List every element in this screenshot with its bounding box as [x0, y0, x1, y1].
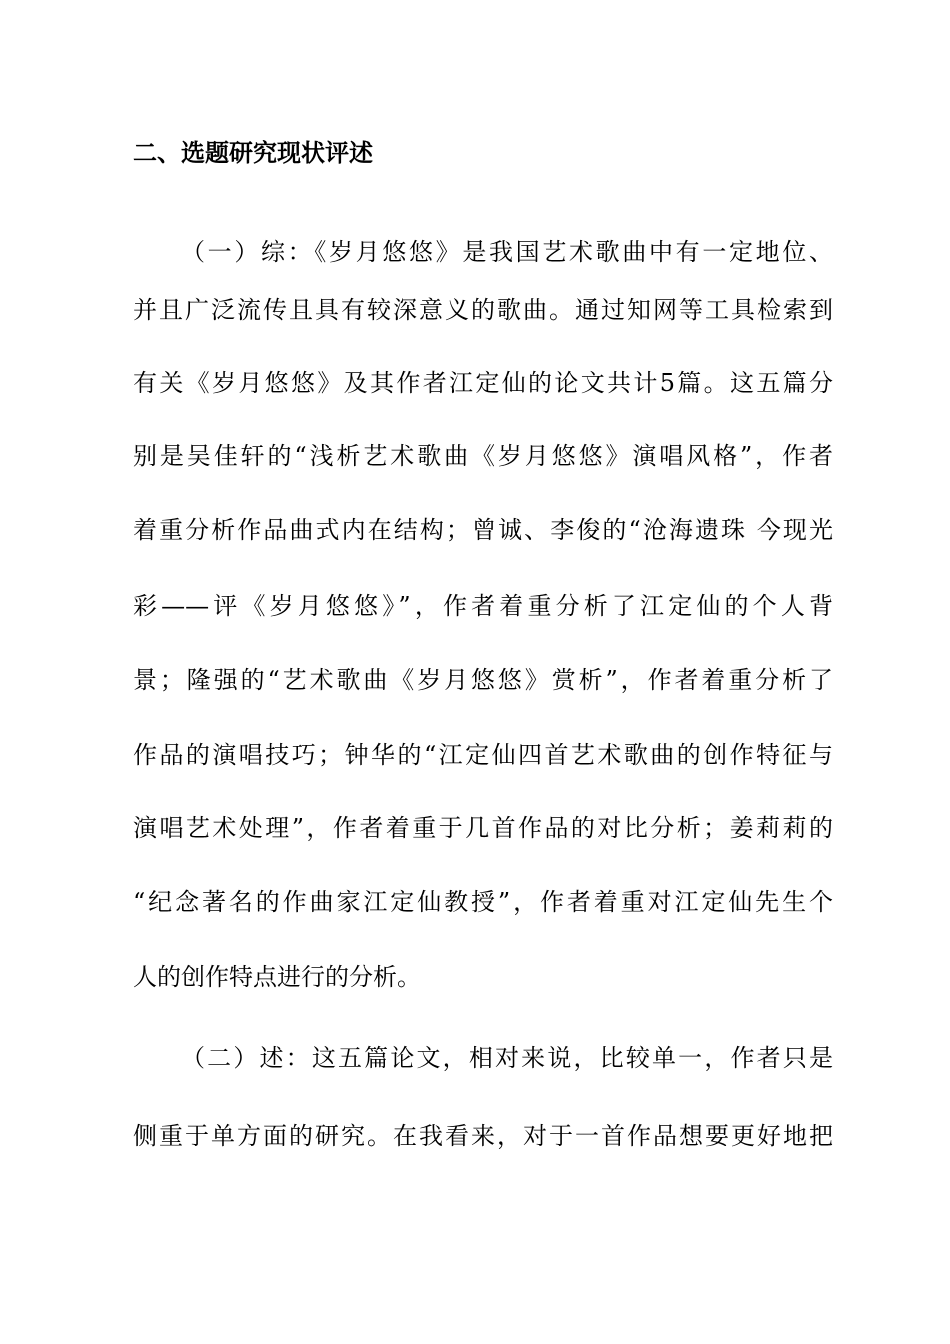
- paragraph-2-line-1: （二）述：这五篇论文，相对来说，比较单一，作者只是: [181, 1044, 833, 1072]
- paragraph-1-line-4: 别是吴佳轩的“浅析艺术歌曲《岁月悠悠》演唱风格”，作者: [133, 442, 833, 470]
- paragraph-1-line-7: 景；隆强的“艺术歌曲《岁月悠悠》赏析”，作者着重分析了: [133, 666, 833, 694]
- paragraph-1-line-10: “纪念著名的作曲家江定仙教授”，作者着重对江定仙先生个: [133, 888, 833, 916]
- paragraph-1-line-3: 有关《岁月悠悠》及其作者江定仙的论文共计5篇。这五篇分: [133, 369, 833, 397]
- paragraph-1-line-2: 并且广泛流传且具有较深意义的歌曲。通过知网等工具检索到: [133, 296, 833, 324]
- paragraph-1-line-1: （一）综：《岁月悠悠》是我国艺术歌曲中有一定地位、: [181, 238, 833, 266]
- paragraph-1-line-11: 人的创作特点进行的分析。: [133, 963, 421, 991]
- paragraph-1-line-5: 着重分析作品曲式内在结构；曾诚、李俊的“沧海遗珠 今现光: [133, 516, 833, 544]
- paragraph-1-line-9: 演唱艺术处理”，作者着重于几首作品的对比分析；姜莉莉的: [133, 814, 833, 842]
- paragraph-1-line-8: 作品的演唱技巧；钟华的“江定仙四首艺术歌曲的创作特征与: [133, 741, 833, 769]
- paragraph-1-line-6: 彩——评《岁月悠悠》”，作者着重分析了江定仙的个人背: [133, 592, 833, 620]
- paragraph-2-line-2: 侧重于单方面的研究。在我看来，对于一首作品想要更好地把: [133, 1122, 833, 1150]
- section-heading: 二、选题研究现状评述: [133, 139, 373, 167]
